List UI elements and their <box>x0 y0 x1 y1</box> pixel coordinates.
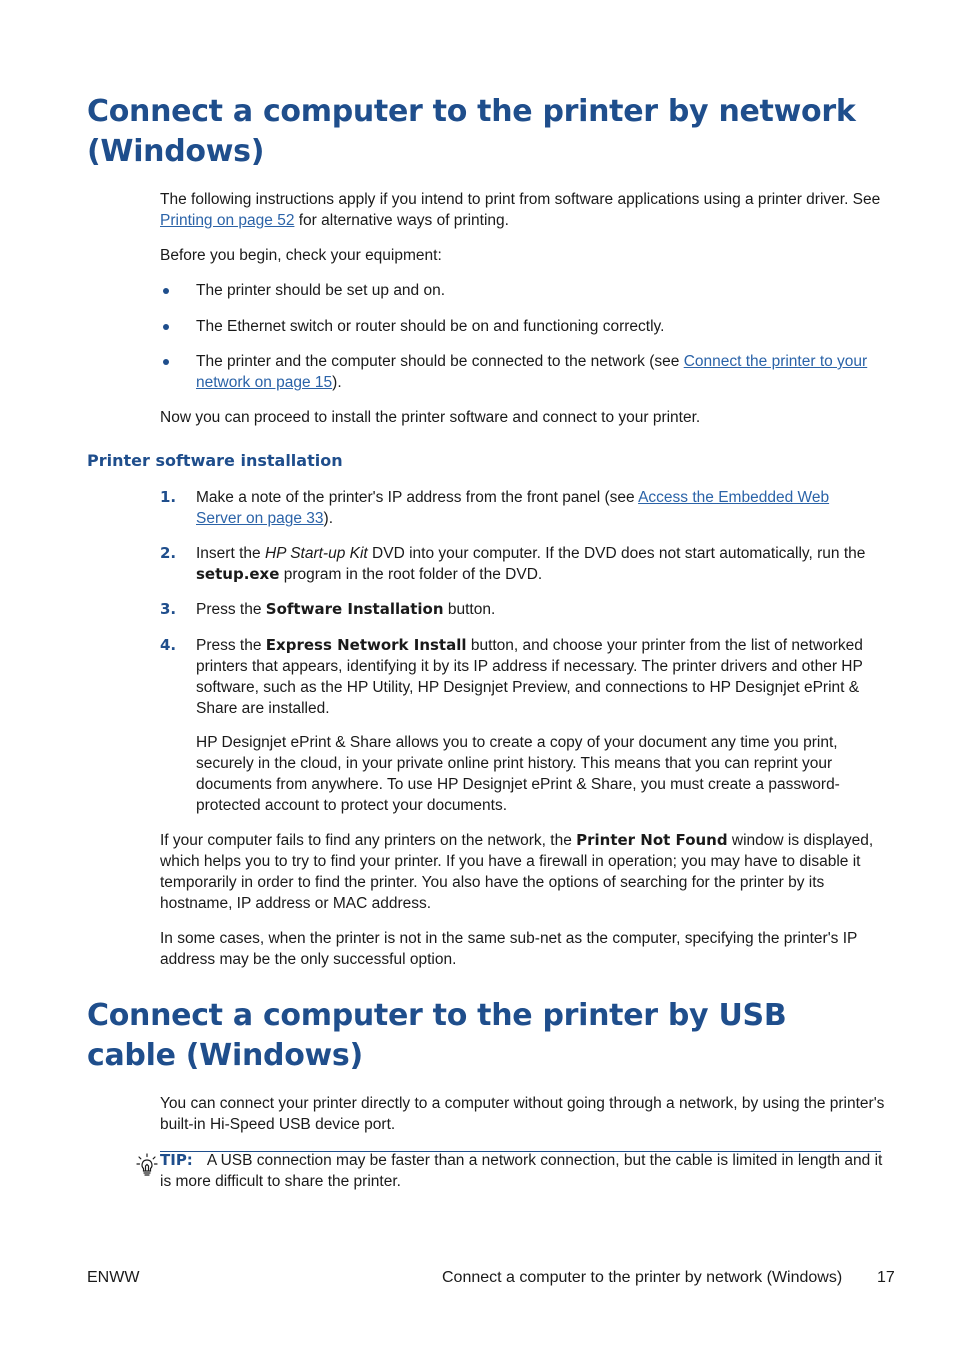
intro-paragraph <box>160 189 885 231</box>
step-4 <box>196 635 878 719</box>
tip-text: A USB connection may be faster than a network connection, but the cable is limited in length and it is more difficult to share the printer. <box>160 1152 883 1190</box>
step-text: button. <box>443 601 496 618</box>
subnet-paragraph: In some cases, when the printer is not in the same sub-net as the computer, specifying the printer's IP address may be the only successful option. <box>160 930 858 968</box>
bullet3-tail: ). <box>332 374 342 391</box>
bullet-item: The Ethernet switch or router should be on and functioning correctly. <box>196 318 665 335</box>
step-number: 2. <box>160 544 177 562</box>
product-name: HP Start-up Kit <box>264 545 368 562</box>
printer-not-found-paragraph <box>160 830 882 914</box>
printing-page-link[interactable]: Printing on page 52 <box>160 212 295 229</box>
step-tail: ). <box>323 510 334 527</box>
bullet-marker <box>163 359 169 365</box>
lightbulb-icon <box>136 1153 158 1177</box>
step-text: button, and choose your printer from the list of networked printers that appears, identifying it by its IP address if necessary. The printer drivers and other HP software, such as the HP Utility, HP Designjet Preview, and connections to HP Designjet ePrint & Share are installed. <box>196 637 863 717</box>
step-1 <box>196 487 878 529</box>
ui-label-bold: Printer Not Found <box>576 831 728 849</box>
step-2 <box>196 543 878 585</box>
proceed-text: Now you can proceed to install the printer software and connect to your printer. <box>160 409 701 426</box>
tip-label: TIP: <box>160 1151 193 1169</box>
step-text: program in the root folder of the DVD. <box>279 566 543 583</box>
section-title-network: Connect a computer to the printer by network (Windows) <box>87 94 856 169</box>
ui-label-bold: Express Network Install <box>265 636 467 654</box>
step-text: Insert the <box>196 545 265 562</box>
before-begin-text: Before you begin, check your equipment: <box>160 247 442 264</box>
footer-running-title: Connect a computer to the printer by network (Windows) <box>442 1269 843 1286</box>
step-text: DVD into your computer. If the DVD does not start automatically, run the <box>367 545 866 562</box>
tip-paragraph <box>160 1150 885 1192</box>
bullet-item: The printer should be set up and on. <box>196 282 446 299</box>
section-title-usb: Connect a computer to the printer by USB cable (Windows) <box>87 998 787 1073</box>
step-number: 3. <box>160 600 177 618</box>
eprint-note: HP Designjet ePrint & Share allows you to create a copy of your document any time you print, securely in the cloud, in your private online print history. This means that you can reprint your documents from anywhere. To use HP Designjet ePrint & Share, you must create a password-protected account to protect your documents. <box>196 734 840 814</box>
step-text: Press the <box>196 601 266 618</box>
ui-label-bold: Software Installation <box>265 600 444 618</box>
page-number: 17 <box>877 1269 895 1286</box>
bullet3-text: The printer and the computer should be connected to the network (see <box>196 353 684 370</box>
intro-text: The following instructions apply if you intend to print from software applications using a printer driver. See <box>160 191 881 208</box>
usb-intro: You can connect your printer directly to a computer without going through a network, by using the printer's built-in Hi-Speed USB device port. <box>160 1095 885 1133</box>
bullet-item <box>196 351 878 393</box>
bullet-marker <box>163 324 169 330</box>
footer-left: ENWW <box>87 1269 140 1286</box>
paragraph-text: window is displayed, which helps you to try to find your printer. If you have a firewall in operation; you may have to disable it temporarily in order to find the printer. You also have the options of searching for the printer by its hostname, IP address or MAC address. <box>160 832 874 912</box>
embedded-web-server-link[interactable]: Access the Embedded Web Server on page 33 <box>196 489 830 527</box>
step-3 <box>196 599 878 620</box>
step-number: 1. <box>160 488 177 506</box>
step-number: 4. <box>160 636 177 654</box>
connect-network-link[interactable]: Connect the printer to your network on page 15 <box>196 353 868 391</box>
step-text: Make a note of the printer's IP address from the front panel (see <box>196 489 639 506</box>
step-text: Press the <box>196 637 266 654</box>
paragraph-text: If your computer fails to find any printers on the network, the <box>160 832 577 849</box>
bullet-marker <box>163 288 169 294</box>
intro-tail: for alternative ways of printing. <box>294 212 509 229</box>
setup-filename: setup.exe <box>196 565 280 583</box>
subheading-software-installation: Printer software installation <box>87 451 343 470</box>
